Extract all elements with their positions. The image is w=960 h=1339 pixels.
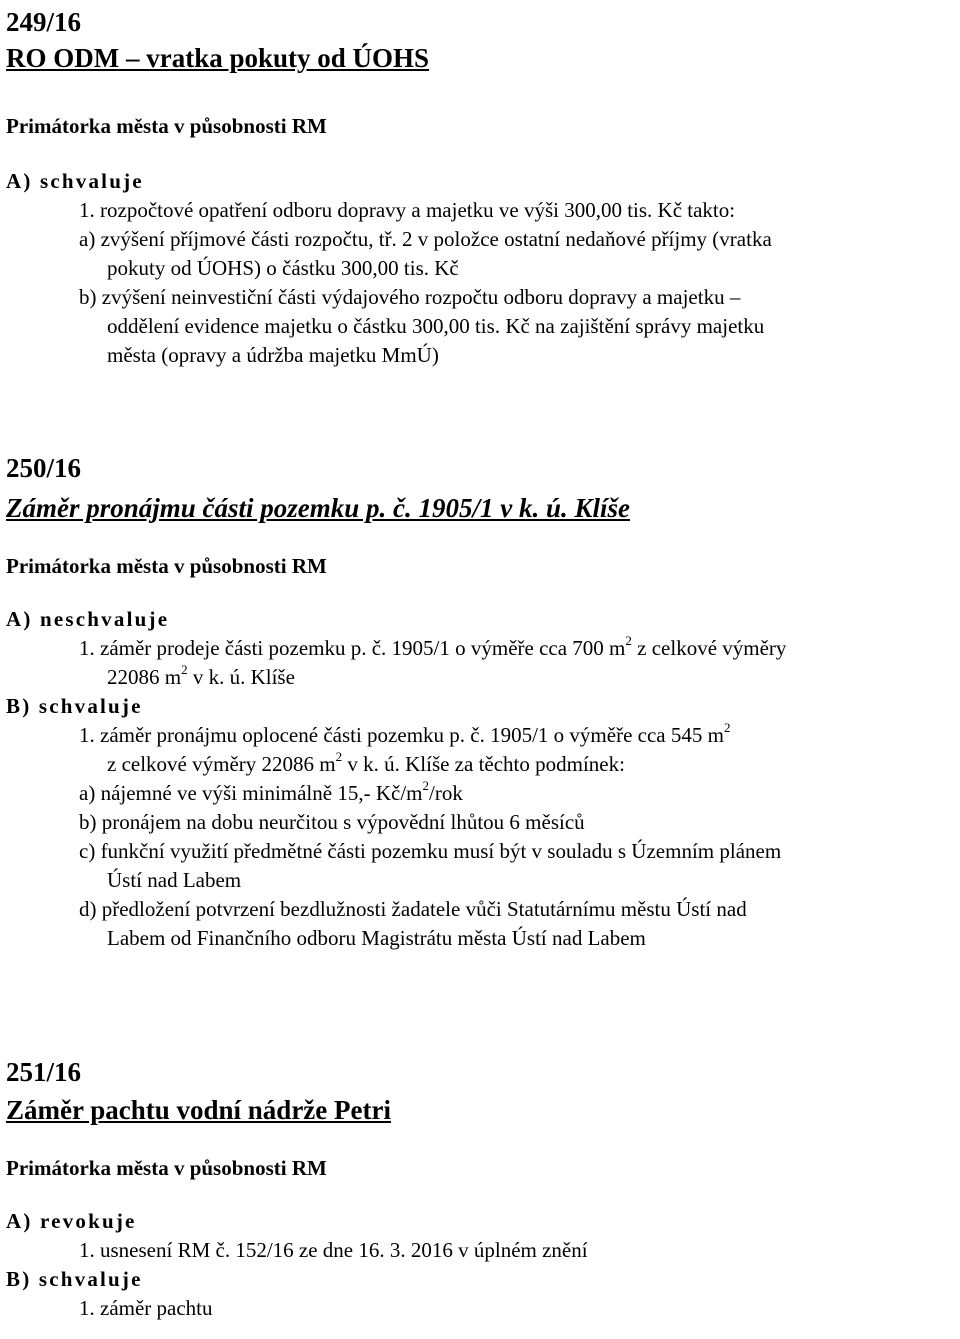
item-line: města (opravy a údržba majetku MmÚ) [107, 343, 439, 367]
decision-heading: B) schvaluje [6, 1267, 143, 1291]
resolution-251 [6, 1054, 956, 1323]
resolution-title: Záměr pachtu vodní nádrže Petri [6, 1095, 391, 1125]
authority-line: Primátorka města v působnosti RM [6, 554, 327, 578]
item-line: oddělení evidence majetku o částku 300,00 tis. Kč na zajištění správy majetku [107, 314, 765, 338]
superscript: 2 [335, 749, 343, 764]
resolution-number: 249/16 [6, 7, 82, 37]
item-text: 1. záměr pronájmu oplocené části pozemku p. č. 1905/1 o výměře cca 545 m [79, 723, 724, 747]
condition-d-cont: Labem od Finančního odboru Magistrátu města Ústí nad Labem [107, 926, 646, 950]
item-text: v k. ú. Klíše za těchto podmínek: [342, 752, 625, 776]
resolution-title: Záměr pronájmu části pozemku p. č. 1905/1 v k. ú. Klíše [6, 493, 631, 523]
item-text: v k. ú. Klíše [187, 665, 295, 689]
decision-heading: A) revokuje [6, 1209, 137, 1233]
decision-item-cont [6, 750, 956, 779]
decision-item-cont [6, 663, 956, 692]
condition-d: d) předložení potvrzení bezdlužnosti žadatele vůči Statutárnímu městu Ústí nad [79, 897, 747, 921]
decision-item [6, 721, 956, 750]
resolution-249 [6, 4, 956, 370]
authority-line: Primátorka města v působnosti RM [6, 1156, 327, 1180]
condition-c-cont: Ústí nad Labem [107, 868, 242, 892]
decision-heading: A) neschvaluje [6, 607, 170, 631]
superscript: 2 [181, 662, 188, 677]
item-text: 22086 m [107, 665, 182, 689]
resolution-250 [6, 450, 956, 953]
item-line: a) zvýšení příjmové části rozpočtu, tř. 2 v položce ostatní nedaňové příjmy (vratka [79, 227, 772, 251]
item-text: z celkové výměry 22086 m [107, 752, 336, 776]
condition-b: b) pronájem na dobu neurčitou s výpovědní lhůtou 6 měsíců [79, 810, 585, 834]
item-text: 1. záměr prodeje části pozemku p. č. 1905/1 o výměře cca 700 m [79, 636, 626, 660]
superscript: 2 [625, 633, 632, 648]
decision-heading: A) schvaluje [6, 169, 144, 193]
item-text: a) nájemné ve výši minimálně 15,- Kč/m [79, 781, 423, 805]
superscript: 2 [422, 778, 429, 793]
decision-item [6, 634, 956, 663]
item-text: /rok [429, 781, 463, 805]
resolution-number: 250/16 [6, 453, 82, 483]
condition-a [6, 779, 956, 808]
condition-c: c) funkční využití předmětné části pozemku musí být v souladu s Územním plánem [79, 839, 782, 863]
authority-line: Primátorka města v působnosti RM [6, 114, 327, 138]
item-line: pokuty od ÚOHS) o částku 300,00 tis. Kč [107, 256, 459, 280]
resolution-title: RO ODM – vratka pokuty od ÚOHS [6, 43, 430, 73]
decision-item: 1. záměr pachtu [79, 1296, 213, 1320]
decision-item: 1. rozpočtové opatření odboru dopravy a majetku ve výši 300,00 tis. Kč takto: [79, 198, 736, 222]
item-line: b) zvýšení neinvestiční části výdajového rozpočtu odboru dopravy a majetku – [79, 285, 741, 309]
decision-heading: B) schvaluje [6, 694, 143, 718]
superscript: 2 [723, 720, 731, 735]
decision-item: 1. usnesení RM č. 152/16 ze dne 16. 3. 2016 v úplném znění [79, 1238, 588, 1262]
resolution-number: 251/16 [6, 1057, 82, 1087]
item-text: z celkové výměry [631, 636, 787, 660]
